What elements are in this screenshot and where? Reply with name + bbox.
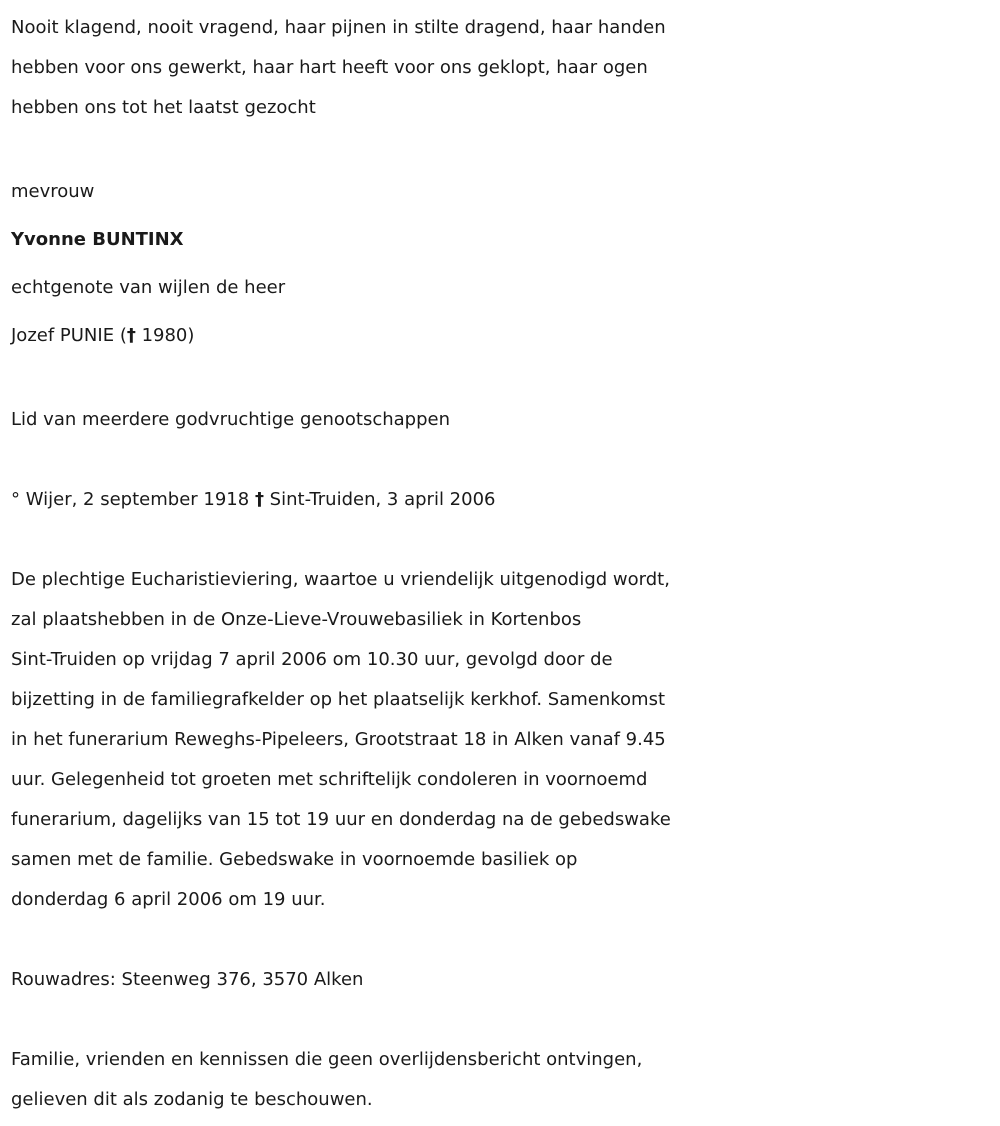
intro-line: hebben ons tot het laatst gezocht (11, 97, 316, 118)
ceremony-line: donderdag 6 april 2006 om 19 uur. (11, 889, 326, 910)
paren-open: ( (119, 325, 127, 346)
ceremony-paragraph (11, 560, 988, 920)
spacer (11, 920, 988, 960)
paren-close: ) (187, 325, 195, 346)
relation: echtgenote van wijlen de heer (11, 277, 286, 298)
ceremony-line: De plechtige Eucharistieviering, waartoe u vriendelijk uitgenodigd wordt, (11, 569, 670, 590)
membership: Lid van meerdere godvruchtige genootschappen (11, 409, 451, 430)
spouse-death-year: 1980 (141, 325, 188, 346)
death-info: Sint-Truiden, 3 april 2006 (269, 489, 496, 510)
salutation: mevrouw (11, 181, 95, 202)
cross-icon: † (126, 325, 136, 346)
spouse-line (11, 312, 988, 360)
spacer (11, 128, 988, 168)
ceremony-line: samen met de familie. Gebedswake in voornoemde basiliek op (11, 849, 578, 870)
intro-verse (11, 8, 988, 128)
mourning-address: Rouwadres: Steenweg 376, 3570 Alken (11, 969, 364, 990)
ceremony-line: Sint-Truiden op vrijdag 7 april 2006 om 10.30 uur, gevolgd door de (11, 649, 613, 670)
birth-info: ° Wijer, 2 september 1918 (11, 489, 250, 510)
ceremony-line: uur. Gelegenheid tot groeten met schriftelijk condoleren in voornoemd (11, 769, 648, 790)
cross-icon: † (254, 489, 264, 510)
ceremony-line: zal plaatshebben in de Onze-Lieve-Vrouwebasiliek in Kortenbos (11, 609, 582, 630)
ceremony-line: bijzetting in de familiegrafkelder op het plaatselijk kerkhof. Samenkomst (11, 689, 666, 710)
spouse-name: Jozef PUNIE (11, 325, 115, 346)
ceremony-line: funerarium, dagelijks van 15 tot 19 uur en donderdag na de gebedswake (11, 809, 671, 830)
closing-line: Familie, vrienden en kennissen die geen overlijdensbericht ontvingen, (11, 1049, 643, 1070)
intro-line: Nooit klagend, nooit vragend, haar pijnen in stilte dragend, haar handen (11, 17, 666, 38)
spacer (11, 360, 988, 400)
intro-line: hebben voor ons gewerkt, haar hart heeft voor ons geklopt, haar ogen (11, 57, 648, 78)
spacer (11, 440, 988, 480)
deceased-name: Yvonne BUNTINX (11, 229, 184, 250)
closing-line: gelieven dit als zodanig te beschouwen. (11, 1089, 373, 1110)
spacer (11, 520, 988, 560)
life-dates (11, 480, 988, 520)
spacer (11, 1000, 988, 1040)
closing-paragraph (11, 1040, 988, 1120)
ceremony-line: in het funerarium Reweghs-Pipeleers, Grootstraat 18 in Alken vanaf 9.45 (11, 729, 666, 750)
